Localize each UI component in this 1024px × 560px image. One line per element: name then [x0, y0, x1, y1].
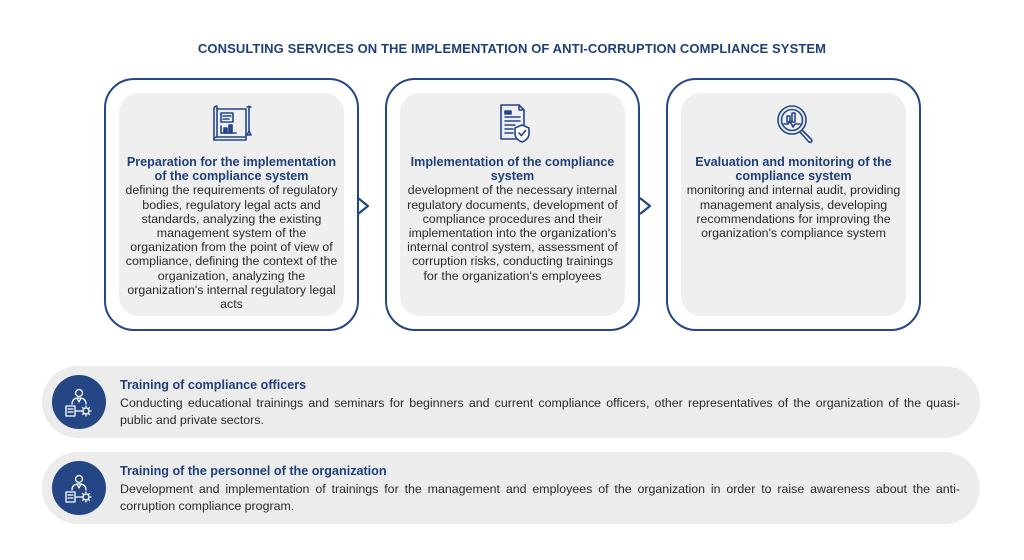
document-shield-icon — [491, 101, 535, 145]
page-title: CONSULTING SERVICES ON THE IMPLEMENTATION OF ANTI-CORRUPTION COMPLIANCE SYSTEM — [197, 41, 827, 56]
training-description: Development and implementation of trainings for the management and employees of the organization in order to raise awareness about the anti-corruption compliance program. — [120, 482, 960, 513]
stage-description: monitoring and internal audit, providing management analysis, developing recommendations for improving the organization's compliance system — [686, 183, 901, 241]
stage-description: defining the requirements of regulatory bodies, regulatory legal acts and standards, analyzing the existing management system of the organization from the point of view of compliance, defining the context of the organization, analyzing the organization's internal regulatory legal acts — [125, 183, 338, 312]
training-banner-compliance-officers — [42, 366, 980, 438]
training-description: Conducting educational trainings and seminars for beginners and current compliance officers, other representatives of the organization of the quasi-public and private sectors. — [120, 396, 960, 427]
stage-card-implementation — [385, 78, 640, 331]
stage-title: Preparation for the implementation of the compliance system — [126, 155, 337, 184]
training-title: Training of compliance officers — [120, 378, 307, 392]
stage-text — [123, 155, 340, 311]
stage-title: Evaluation and monitoring of the compliance system — [695, 155, 892, 184]
arrow-right-icon — [638, 197, 652, 215]
stage-title: Implementation of the compliance system — [410, 155, 615, 184]
training-title: Training of the personnel of the organization — [120, 464, 387, 478]
stage-card-evaluation — [666, 78, 921, 331]
stage-text — [404, 155, 621, 283]
training-banner-personnel — [42, 452, 980, 524]
magnifier-chart-icon — [772, 101, 816, 145]
stage-text — [685, 155, 902, 240]
stage-card-panel — [681, 93, 906, 316]
trainer-icon — [52, 461, 106, 515]
stage-card-panel — [119, 93, 344, 316]
stage-card-panel — [400, 93, 625, 316]
stage-card-preparation — [104, 78, 359, 331]
arrow-right-icon — [356, 197, 370, 215]
stage-description: development of the necessary internal regulatory documents, development of compliance procedures and their implementation into the organization's internal control system, assessment of corruption risks, conducting trainings for the organization's employees — [407, 183, 618, 283]
trainer-icon — [52, 375, 106, 429]
blueprint-icon — [210, 101, 254, 145]
